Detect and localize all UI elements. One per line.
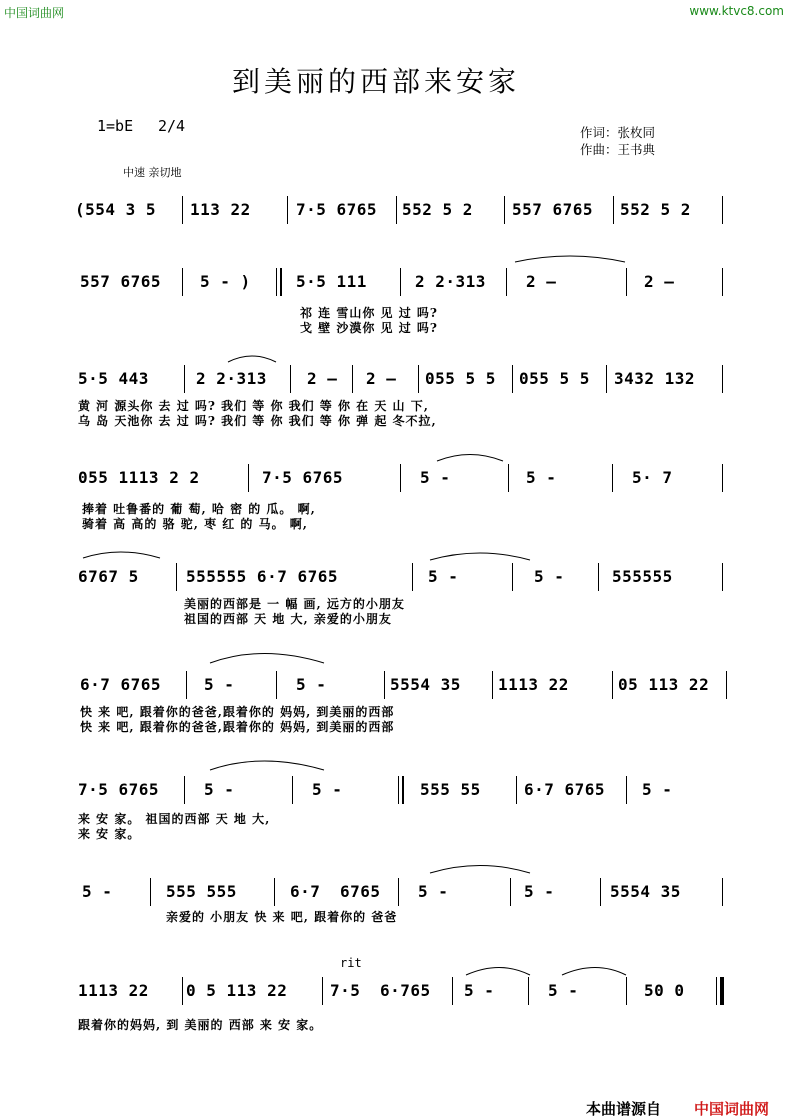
measure: 5554 35 <box>390 675 461 694</box>
measure: 055 5 5 <box>519 369 590 388</box>
measure: 5 - <box>464 981 495 1000</box>
slur <box>515 256 625 262</box>
measure: 555 55 <box>420 780 481 799</box>
measure: 6765 <box>340 882 381 901</box>
measure: 0 5 113 22 <box>186 981 288 1000</box>
source-site: 中国词曲网 <box>694 1100 770 1118</box>
measure: 7·5 6765 <box>296 200 378 219</box>
lyric-line: 乌 岛 天池你 去 过 吗? 我们 等 你 我们 等 你 弹 起 冬不拉, <box>78 414 437 428</box>
measure: 5· 7 <box>632 468 673 487</box>
measure: 555 555 <box>166 882 237 901</box>
measure: 5 - <box>428 567 459 586</box>
measure: 2 — <box>307 369 338 388</box>
lyricist: 作词：张枚同 <box>580 125 656 140</box>
measure: 3432 132 <box>614 369 696 388</box>
measure: 5 - <box>524 882 555 901</box>
tempo-marking: 中速 亲切地 <box>123 166 182 179</box>
measure: 7·5 6765 <box>262 468 344 487</box>
measure: 5 - <box>204 780 235 799</box>
measure: 5·5 443 <box>78 369 149 388</box>
lyric-line: 黄 河 源头你 去 过 吗? 我们 等 你 我们 等 你 在 天 山 下, <box>78 399 429 413</box>
lyric-line: 快 来 吧, 跟着你的爸爸,跟着你的 妈妈, 到美丽的西部 <box>80 705 395 719</box>
measure: 2 — <box>526 272 557 291</box>
measure: 5 - <box>420 468 451 487</box>
slur <box>437 455 503 462</box>
measure: 2 — <box>644 272 675 291</box>
measure: 7·5 <box>330 981 361 1000</box>
measure: 1113 22 <box>78 981 149 1000</box>
slur <box>562 968 626 976</box>
measure: 50 0 <box>644 981 685 1000</box>
slur <box>466 968 530 976</box>
lyric-line: 戈 壁 沙漠你 见 过 吗? <box>300 321 438 335</box>
measure: 5 - <box>296 675 327 694</box>
measure: 5·5 111 <box>296 272 367 291</box>
source-label: 本曲谱源自 <box>586 1100 662 1118</box>
lyric-line: 骑着 高 高的 骆 驼, 枣 红 的 马。 啊, <box>82 517 308 531</box>
slur <box>430 866 530 874</box>
measure: 6767 5 <box>78 567 139 586</box>
slur <box>430 553 530 560</box>
lyric-line: 亲爱的 小朋友 快 来 吧, 跟着你的 爸爸 <box>166 910 398 924</box>
measure: 5 - <box>526 468 557 487</box>
measure: 2 2·313 <box>196 369 267 388</box>
measure: 5 - ) <box>200 272 251 291</box>
measure: (554 3 5 <box>75 200 157 219</box>
lyric-line: 跟着你的妈妈, 到 美丽的 西部 来 安 家。 <box>78 1018 323 1032</box>
ritardando-marking: rit <box>340 956 362 970</box>
measure: 5 - <box>204 675 235 694</box>
lyric-line: 来 安 家。 祖国的西部 天 地 大, <box>78 812 271 826</box>
measure: 5 - <box>548 981 579 1000</box>
measure: 5 - <box>312 780 343 799</box>
time-signature: 2/4 <box>158 117 186 135</box>
measure: 5554 35 <box>610 882 681 901</box>
measure: 055 5 5 <box>425 369 496 388</box>
measure: 055 1113 2 2 <box>78 468 200 487</box>
measure: 6·7 <box>290 882 321 901</box>
measure: 555555 <box>612 567 673 586</box>
slur <box>228 356 276 362</box>
measure: 552 5 2 <box>620 200 691 219</box>
key-signature: 1=bE <box>97 117 134 135</box>
slur <box>210 761 324 770</box>
lyric-line: 祁 连 雪山你 见 过 吗? <box>300 306 438 320</box>
measure: 05 113 22 <box>618 675 710 694</box>
slur <box>83 552 160 558</box>
measure: 6·7 6765 <box>524 780 606 799</box>
lyric-line: 美丽的西部是 一 幅 画, 远方的小朋友 <box>184 597 405 611</box>
watermark-right: www.ktvc8.com <box>689 4 784 18</box>
measure: 555555 6·7 6765 <box>186 567 338 586</box>
lyric-line: 快 来 吧, 跟着你的爸爸,跟着你的 妈妈, 到美丽的西部 <box>80 720 395 734</box>
lyric-line: 来 安 家。 <box>78 827 141 841</box>
measure: 5 - <box>642 780 673 799</box>
measure: 2 — <box>366 369 397 388</box>
measure: 2 2·313 <box>415 272 486 291</box>
measure: 113 22 <box>190 200 251 219</box>
composer: 作曲：王书典 <box>580 142 656 157</box>
lyric-line: 捧着 吐鲁番的 葡 萄, 哈 密 的 瓜。 啊, <box>82 502 316 516</box>
measure: 552 5 2 <box>402 200 473 219</box>
measure: 6·765 <box>380 981 431 1000</box>
slur <box>210 654 324 664</box>
measure: 5 - <box>418 882 449 901</box>
measure: 6·7 6765 <box>80 675 162 694</box>
measure: 557 6765 <box>512 200 594 219</box>
measure: 5 - <box>82 882 113 901</box>
measure: 5 - <box>534 567 565 586</box>
measure: 557 6765 <box>80 272 162 291</box>
watermark-left: 中国词曲网 <box>4 6 65 20</box>
measure: 7·5 6765 <box>78 780 160 799</box>
lyric-line: 祖国的西部 天 地 大, 亲爱的小朋友 <box>184 612 392 626</box>
song-title: 到美丽的西部来安家 <box>232 65 521 98</box>
measure: 1113 22 <box>498 675 569 694</box>
